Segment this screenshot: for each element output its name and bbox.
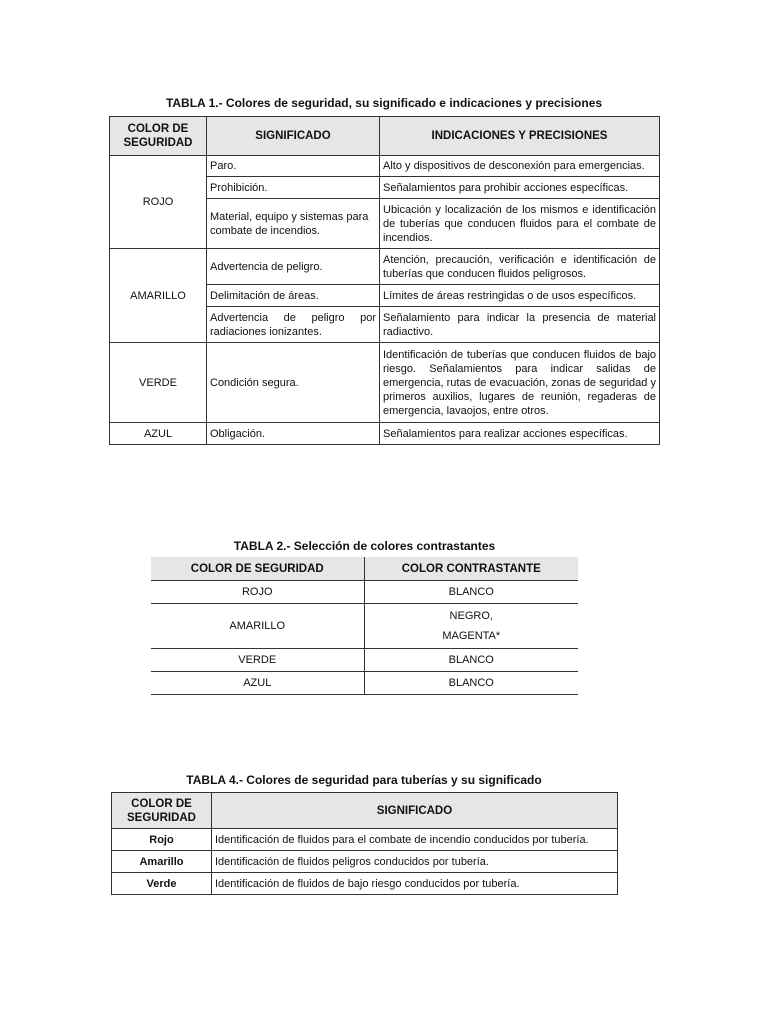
significado-cell: Identificación de fluidos de bajo riesgo conducidos por tubería.: [212, 873, 618, 895]
table1: [109, 116, 660, 445]
color-cell: AMARILLO: [151, 604, 364, 649]
table-row: [112, 851, 618, 873]
table-row: [151, 604, 578, 649]
significado-cell: Obligación.: [207, 423, 380, 445]
contrast-cell: BLANCO: [364, 649, 578, 672]
indicaciones-cell: Identificación de tuberías que conducen fluidos de bajo riesgo. Señalamientos para indicar salidas de emergencia, rutas de evacuación, zonas de seguridad y primeros auxilios, lugares de reunión, regaderas de emergencia, lavaojos, entre otros.: [380, 343, 660, 423]
table1-caption: TABLA 1.- Colores de seguridad, su significado e indicaciones y precisiones: [165, 96, 603, 110]
table1-header-row: [110, 117, 660, 156]
significado-cell: Paro.: [207, 156, 380, 177]
table-row: [151, 672, 578, 695]
indicaciones-cell: Ubicación y localización de los mismos e identificación de tuberías que conducen fluidos para el combate de incendios.: [380, 199, 660, 249]
table4-caption: TABLA 4.- Colores de seguridad para tuberías y su significado: [186, 773, 542, 787]
table-row: [112, 873, 618, 895]
table-row: [110, 343, 660, 423]
significado-cell: Delimitación de áreas.: [207, 285, 380, 307]
significado-cell: Prohibición.: [207, 177, 380, 199]
table4-header-color: COLOR DE SEGURIDAD: [112, 793, 212, 829]
contrast-cell: [364, 604, 578, 649]
table2-caption: TABLA 2.- Selección de colores contrastantes: [233, 539, 496, 553]
table2-header-contraste: COLOR CONTRASTANTE: [364, 557, 578, 581]
color-cell-rojo: ROJO: [110, 156, 207, 249]
color-cell: Verde: [112, 873, 212, 895]
table1-header-indicaciones: INDICACIONES Y PRECISIONES: [380, 117, 660, 156]
color-cell: AZUL: [151, 672, 364, 695]
table-row: [151, 649, 578, 672]
table2-header-color: COLOR DE SEGURIDAD: [151, 557, 364, 581]
table-row: [110, 156, 660, 177]
indicaciones-cell: Señalamientos para realizar acciones específicas.: [380, 423, 660, 445]
indicaciones-cell: Señalamiento para indicar la presencia de material radiactivo.: [380, 307, 660, 343]
indicaciones-cell: Atención, precaución, verificación e identificación de tuberías que conducen fluidos peligrosos.: [380, 249, 660, 285]
color-cell: VERDE: [151, 649, 364, 672]
color-cell: Amarillo: [112, 851, 212, 873]
indicaciones-cell: Límites de áreas restringidas o de usos específicos.: [380, 285, 660, 307]
indicaciones-cell: Alto y dispositivos de desconexión para emergencias.: [380, 156, 660, 177]
significado-cell: Advertencia de peligro.: [207, 249, 380, 285]
indicaciones-cell: Señalamientos para prohibir acciones específicas.: [380, 177, 660, 199]
contrast-cell: BLANCO: [364, 672, 578, 695]
contrast-cell: BLANCO: [364, 581, 578, 604]
table4: [111, 792, 618, 895]
table2: [151, 557, 578, 695]
table-row: [112, 829, 618, 851]
table-row: [151, 581, 578, 604]
table4-header-row: [112, 793, 618, 829]
table-row: [110, 249, 660, 285]
color-cell: ROJO: [151, 581, 364, 604]
color-cell-verde: VERDE: [110, 343, 207, 423]
table4-header-significado: SIGNIFICADO: [212, 793, 618, 829]
significado-cell: Identificación de fluidos para el combate de incendio conducidos por tubería.: [212, 829, 618, 851]
color-cell: Rojo: [112, 829, 212, 851]
significado-cell: Condición segura.: [207, 343, 380, 423]
color-cell-amarillo: AMARILLO: [110, 249, 207, 343]
significado-cell: Advertencia de peligro por radiaciones ionizantes.: [207, 307, 380, 343]
table1-header-color: COLOR DE SEGURIDAD: [110, 117, 207, 156]
significado-cell: Identificación de fluidos peligros conducidos por tubería.: [212, 851, 618, 873]
contrast-line: MAGENTA*: [442, 630, 501, 642]
contrast-line: NEGRO,: [449, 610, 493, 622]
table1-header-significado: SIGNIFICADO: [207, 117, 380, 156]
table-row: [110, 423, 660, 445]
table2-header-row: [151, 557, 578, 581]
significado-cell: Material, equipo y sistemas para combate de incendios.: [207, 199, 380, 249]
color-cell-azul: AZUL: [110, 423, 207, 445]
